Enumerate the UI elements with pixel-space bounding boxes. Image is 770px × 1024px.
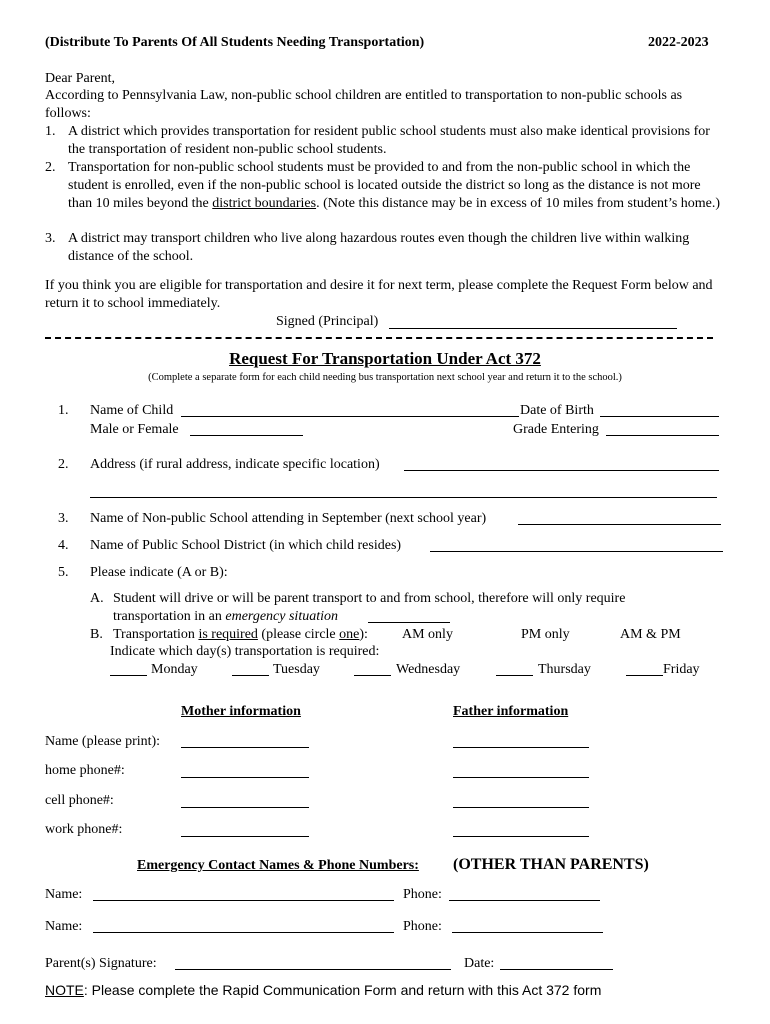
grade-label: Grade Entering [513,422,599,437]
home-phone-label: home phone#: [45,763,125,778]
option-b-text [113,626,368,644]
distribute-heading: (Distribute To Parents Of All Students Needing Transportation) [45,35,425,50]
tuesday-field[interactable] [232,675,269,676]
public-district-label: Name of Public School District (in which child resides) [90,538,402,553]
emergency-name-field-2[interactable] [93,932,394,933]
indicate-label: Please indicate (A or B): [90,565,228,580]
letter-closing: If you think you are eligible for transportation and desire it for next term, please complete the Request Form below and return it to school immediately. [45,278,713,311]
address-field-line-2[interactable] [90,497,717,498]
list-number: 1. [45,124,56,139]
mother-work-phone-field[interactable] [181,836,309,837]
father-name-field[interactable] [453,747,589,748]
q3-number: 3. [58,511,69,526]
list-text: A district may transport children who live along hazardous routes even though the children live within walking distance of the school. [68,231,690,264]
wednesday-field[interactable] [354,675,391,676]
parent-signature-field[interactable] [175,969,451,970]
option-a-text-part: transportation in an [113,609,226,624]
child-name-label: Name of Child [90,403,174,418]
list-text [68,159,725,213]
emergency-phone-field-1[interactable] [449,900,600,901]
sex-field[interactable] [190,435,303,436]
nonpublic-school-field[interactable] [518,524,721,525]
q5-number: 5. [58,565,69,580]
dob-field[interactable] [600,416,719,417]
address-label: Address (if rural address, indicate specific location) [90,457,380,472]
note-text: : Please complete the Rapid Communication Form and return with this Act 372 form [83,982,602,998]
other-than-parents: (OTHER THAN PARENTS) [453,856,649,873]
emergency-situation-text: emergency situation [225,609,338,624]
work-phone-label: work phone#: [45,822,123,837]
am-only-option[interactable]: AM only [402,627,453,642]
nonpublic-school-label: Name of Non-public School attending in September (next school year) [90,511,487,526]
mother-name-field[interactable] [181,747,309,748]
thursday-label: Thursday [538,662,591,677]
monday-label: Monday [151,662,198,677]
wednesday-label: Wednesday [396,662,461,677]
cell-phone-label: cell phone#: [45,793,114,808]
mother-cell-phone-field[interactable] [181,807,309,808]
form-subtitle: (Complete a separate form for each child needing bus transportation next school year and return it to the school.) [148,372,622,383]
friday-label: Friday [663,662,700,677]
emergency-name-label-2: Name: [45,919,83,934]
option-a-text-2 [113,608,338,626]
emergency-phone-label-1: Phone: [403,887,442,902]
friday-field[interactable] [626,675,663,676]
signature-date-field[interactable] [500,969,613,970]
is-required-text: is required [198,627,258,642]
parent-name-label: Name (please print): [45,734,161,749]
monday-field[interactable] [110,675,147,676]
list-text-part: . (Note this distance may be in excess of 10 miles from student’s home.) [316,196,721,211]
sex-label: Male or Female [90,422,179,437]
public-district-field[interactable] [430,551,723,552]
option-a-field[interactable] [368,622,450,623]
emergency-name-field-1[interactable] [93,900,394,901]
option-a-letter: A. [90,591,104,606]
am-pm-option[interactable]: AM & PM [620,627,681,642]
father-home-phone-field[interactable] [453,777,589,778]
option-b-text-part: Transportation [113,627,199,642]
note-line [45,981,601,999]
option-b-letter: B. [90,627,103,642]
cut-line-divider [45,337,713,339]
parent-signature-label: Parent(s) Signature: [45,956,157,971]
q2-number: 2. [58,457,69,472]
district-boundaries-text: district boundaries [212,196,317,211]
address-field[interactable] [404,470,719,471]
signature-date-label: Date: [464,956,495,971]
principal-signature-line[interactable] [389,328,677,329]
list-number: 2. [45,160,56,175]
emergency-heading: Emergency Contact Names & Phone Numbers: [137,858,419,873]
mother-home-phone-field[interactable] [181,777,309,778]
emergency-phone-label-2: Phone: [403,919,442,934]
father-info-heading: Father information [453,704,569,719]
days-label: Indicate which day(s) transportation is required: [110,644,380,659]
tuesday-label: Tuesday [273,662,320,677]
option-b-text-part: ): [359,627,368,642]
note-label: NOTE [45,982,84,998]
option-b-text-part: (please circle [257,627,340,642]
father-cell-phone-field[interactable] [453,807,589,808]
list-text-part: Transportation for non-public school students must be provided to and from the non-public school in which the student is enrolled, even if the non-public school is located outside the district so long as the distance is not more than 10 miles beyond the [68,160,701,211]
mother-info-heading: Mother information [181,704,301,719]
list-number: 3. [45,231,56,246]
father-work-phone-field[interactable] [453,836,589,837]
q1-number: 1. [58,403,69,418]
q4-number: 4. [58,538,69,553]
list-text: A district which provides transportation for resident public school students must also make identical provisions for the transportation of resident non-public school students. [68,124,710,157]
emergency-phone-field-2[interactable] [452,932,603,933]
school-year: 2022-2023 [648,35,709,50]
thursday-field[interactable] [496,675,533,676]
child-name-field[interactable] [181,416,519,417]
pm-only-option[interactable]: PM only [521,627,570,642]
letter-intro: According to Pennsylvania Law, non-public school children are entitled to transportation to non-public schools as follows: [45,88,683,121]
signed-principal-label: Signed (Principal) [276,314,379,329]
form-title: Request For Transportation Under Act 372 [229,349,541,368]
grade-field[interactable] [606,435,719,436]
one-text: one [339,627,360,642]
dob-label: Date of Birth [520,403,594,418]
salutation: Dear Parent, [45,71,115,86]
emergency-name-label-1: Name: [45,887,83,902]
option-a-text: Student will drive or will be parent transport to and from school, therefore will only require [113,591,626,606]
